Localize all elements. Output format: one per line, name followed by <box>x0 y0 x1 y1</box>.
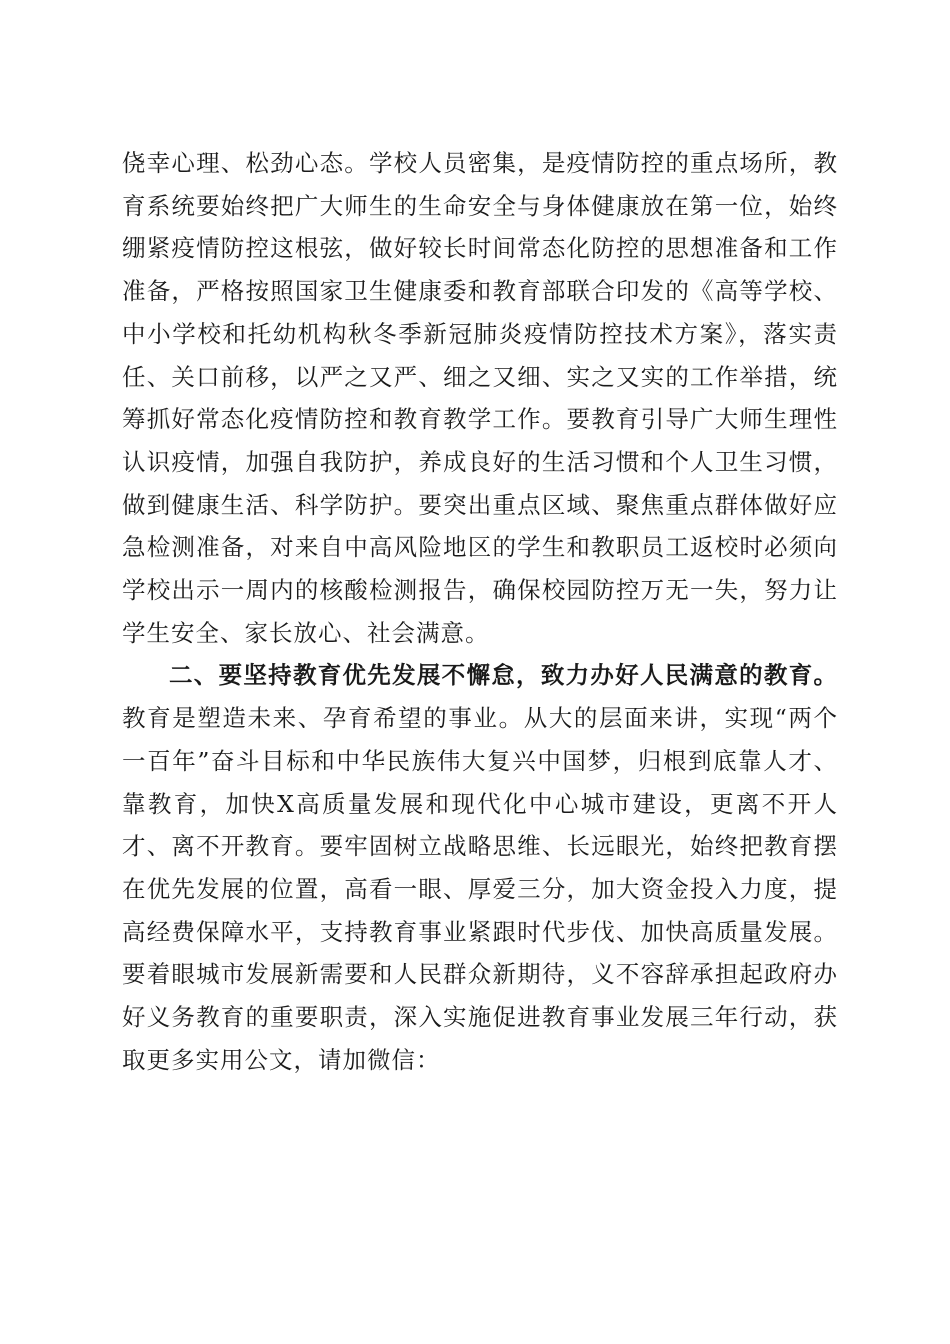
paragraph-section-two <box>122 654 838 1081</box>
paragraph-1-text: 侥幸心理、松劲心态。学校人员密集，是疫情防控的重点场所，教育系统要始终把广大师生的生命安全与身体健康放在第一位，始终绷紧疫情防控这根弦，做好较长时间常态化防控的思想准备和工作准备，严格按照国家卫生健康委和教育部联合印发的《高等学校、中小学校和托幼机构秋冬季新冠肺炎疫情防控技术方案》，落实责任、关口前移，以严之又严、细之又细、实之又实的工作举措，统筹抓好常态化疫情防控和教育教学工作。要教育引导广大师生理性认识疫情，加强自我防护，养成良好的生活习惯和个人卫生习惯，做到健康生活、科学防护。要突出重点区域、聚焦重点群体做好应急检测准备，对来自中高风险地区的学生和教职员工返校时必须向学校出示一周内的核酸检测报告，确保校园防控万无一失，努力让学生安全、家长放心、社会满意。 <box>122 149 838 647</box>
document-body <box>122 142 838 1081</box>
paragraph-2-text: 教育是塑造未来、孕育希望的事业。从大的层面来讲，实现“两个一百年”奋斗目标和中华民族伟大复兴中国梦，归根到底靠人才、靠教育，加快X高质量发展和现代化中心城市建设，更离不开人才、离不开教育。要牢固树立战略思维、长远眼光，始终把教育摆在优先发展的位置，高看一眼、厚爱三分，加大资金投入力度，提高经费保障水平，支持教育事业紧跟时代步伐、加快高质量发展。要着眼城市发展新需要和人民群众新期待，义不容辞承担起政府办好义务教育的重要职责，深入实施促进教育事业发展三年行动，获取更多实用公文，请加微信： <box>122 704 838 1074</box>
paragraph-continuation <box>122 142 838 654</box>
section-two-heading: 二、要坚持教育优先发展不懈怠，致力办好人民满意的教育。 <box>169 661 838 690</box>
